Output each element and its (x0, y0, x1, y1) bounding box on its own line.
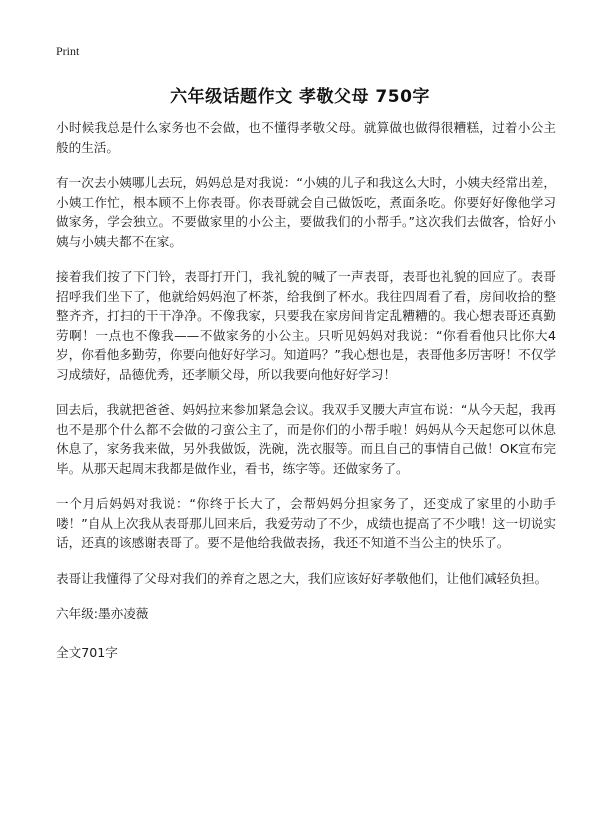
paragraph-3: 接着我们按了下门铃，表哥打开门，我礼貌的喊了一声表哥，表哥也礼貌的回应了。表哥招呼我们坐下了，他就给妈妈泡了杯茶，给我倒了杯水。我往四周看了看，房间收拾的整整齐齐，打扫的干干净净。不像我家，只要我在家房间肯定乱糟糟的。我心想表哥还真勤劳啊！一点也不像我——不做家务的小公主。只听见妈妈对我说：“你看看他只比你大4岁，你看他多勤劳，你要向他好好学习。知道吗？”我心想也是，表哥他多厉害呀！不仅学习成绩好，品德优秀，还孝顺父母，所以我要向他好好学习！ (56, 269, 556, 382)
paragraph-6: 表哥让我懂得了父母对我们的养育之恩之大，我们应该好好孝敬他们，让他们减轻负担。 (56, 570, 548, 586)
article-body (56, 118, 556, 682)
paragraph-1: 小时候我总是什么家务也不会做，也不懂得孝敬父母。就算做也做得很糟糕，过着小公主般的生活。 (56, 120, 556, 155)
word-count: 全文701字 (56, 645, 118, 660)
author-line: 六年级:墨亦凌薇 (56, 606, 149, 621)
paragraph-4: 回去后，我就把爸爸、妈妈拉来参加紧急会议。我双手叉腰大声宣布说：“从今天起，我再也不是那个什么都不会做的刁蛮公主了，而是你们的小帮手啦！妈妈从今天起您可以休息休息了，家务我来做，另外我做饭，洗碗，洗衣服等。而且自己的事情自己做！OK宣布完毕。从那天起周末我都是做作业，看书，练字等。还做家务了。 (56, 402, 556, 476)
print-link[interactable]: Print (56, 44, 80, 58)
article-title: 六年级话题作文 孝敬父母 750字 (170, 87, 430, 107)
paragraph-5: 一个月后妈妈对我说：“你终于长大了，会帮妈妈分担家务了，还变成了家里的小助手喽！”自从上次我从表哥那儿回来后，我爱劳动了不少，成绩也提高了不少哦！这一切说实话，还真的该感谢表哥了。要不是他给我做表扬，我还不知道不当公主的快乐了。 (56, 496, 556, 550)
paragraph-2: 有一次去小姨哪儿去玩，妈妈总是对我说：“小姨的儿子和我这么大时，小姨夫经常出差，小姨工作忙，根本顾不上你表哥。你表哥就会自己做饭吃，煮面条吃。你要好好像他学习做家务，学会独立。不要做家里的小公主，要做我们的小帮手。”这次我们去做客，恰好小姨与小姨夫都不在家。 (56, 175, 556, 249)
